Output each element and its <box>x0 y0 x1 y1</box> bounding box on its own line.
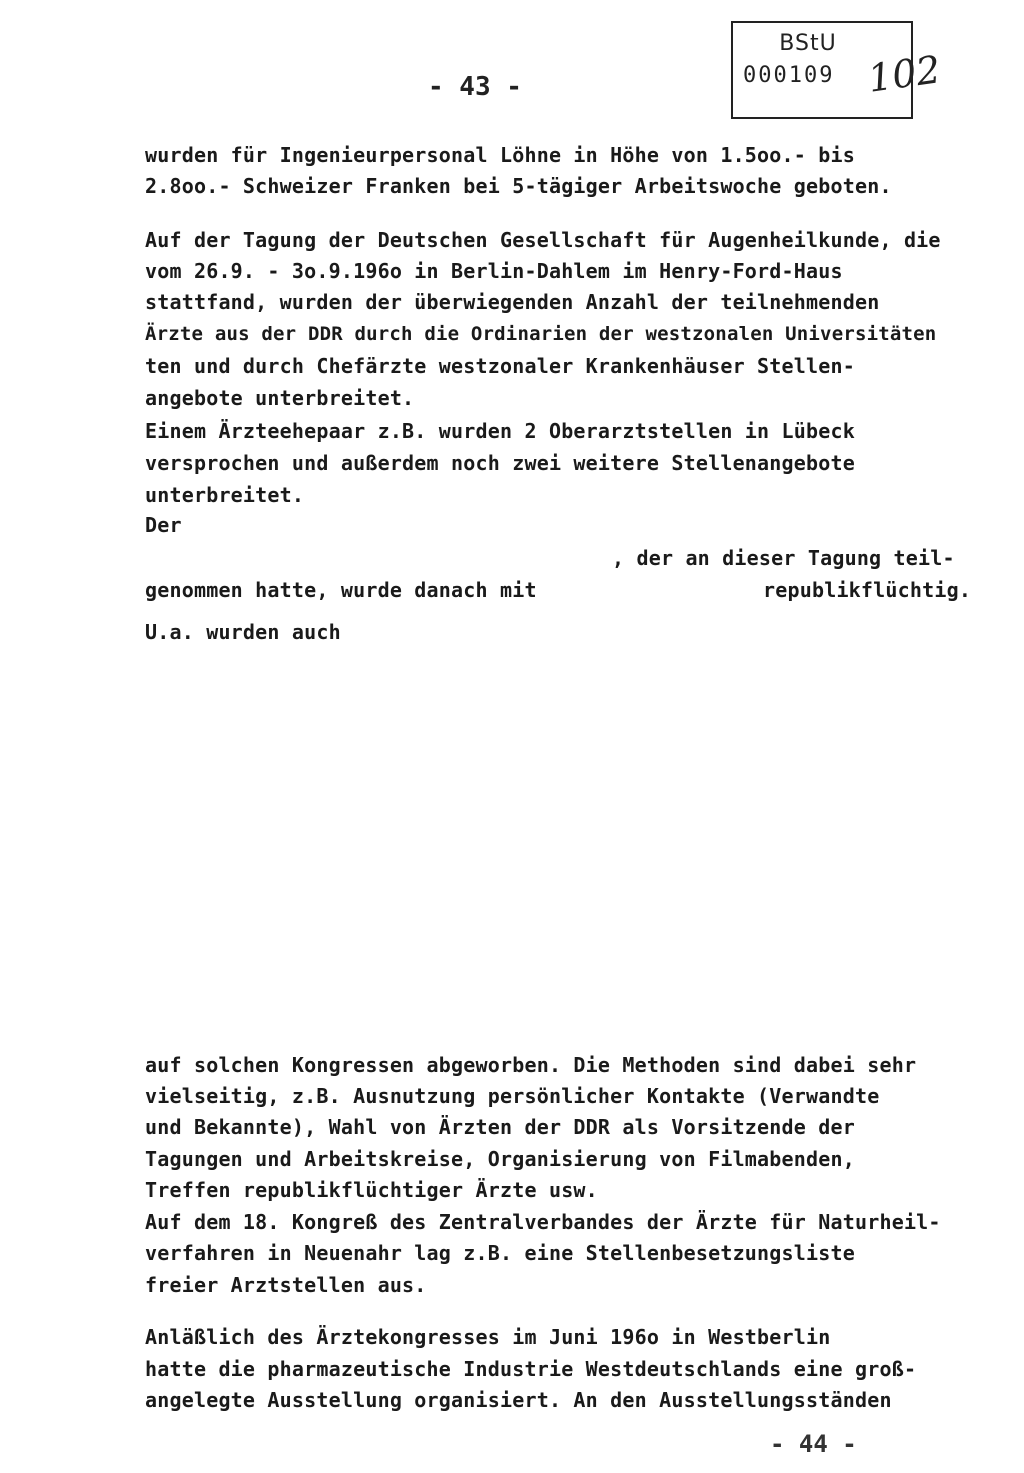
page-number: - 43 - <box>428 72 522 102</box>
text-line: Tagungen und Arbeitskreise, Organisierung von Filmabenden, <box>145 1147 855 1171</box>
stamp-agency: BStU <box>779 31 837 56</box>
text-line: freier Arztstellen aus. <box>145 1273 427 1297</box>
text-line: unterbreitet. <box>145 483 305 507</box>
text-line: 2.8oo.- Schweizer Franken bei 5-tägiger Arbeitswoche geboten. <box>145 174 892 198</box>
text-line: Der <box>145 513 182 537</box>
text-line: Ärzte aus der DDR durch die Ordinarien der westzonalen Universitäten <box>145 323 937 345</box>
text-line: angelegte Ausstellung organisiert. An den Ausstellungsständen <box>145 1388 892 1412</box>
text-line: wurden für Ingenieurpersonal Löhne in Höhe von 1.5oo.- bis <box>145 143 855 167</box>
text-line: angebote unterbreitet. <box>145 386 415 410</box>
text-line: republikflüchtig. <box>763 578 972 602</box>
text-line: Anläßlich des Ärztekongresses im Juni 196o in Westberlin <box>145 1325 831 1349</box>
text-line: Treffen republikflüchtiger Ärzte usw. <box>145 1178 598 1202</box>
text-line: vom 26.9. - 3o.9.196o in Berlin-Dahlem im Henry-Ford-Haus <box>145 259 843 283</box>
text-line: hatte die pharmazeutische Industrie Westdeutschlands eine groß- <box>145 1357 917 1381</box>
text-line: verfahren in Neuenahr lag z.B. eine Stellenbesetzungsliste <box>145 1241 855 1265</box>
stamp-number: 000109 <box>743 63 835 88</box>
text-line: ten und durch Chefärzte westzonaler Krankenhäuser Stellen- <box>145 354 855 378</box>
text-line: Auf dem 18. Kongreß des Zentralverbandes der Ärzte für Naturheil- <box>145 1210 941 1234</box>
stamp-handwritten-number: 102 <box>865 47 944 101</box>
text-line: stattfand, wurden der überwiegenden Anzahl der teilnehmenden <box>145 290 880 314</box>
next-page-number: - 44 - <box>770 1430 857 1458</box>
text-line: und Bekannte), Wahl von Ärzten der DDR als Vorsitzende der <box>145 1115 855 1139</box>
text-line: U.a. wurden auch <box>145 620 341 644</box>
text-line: Auf der Tagung der Deutschen Gesellschaft für Augenheilkunde, die <box>145 228 941 252</box>
text-line: versprochen und außerdem noch zwei weitere Stellenangebote <box>145 451 855 475</box>
text-line: vielseitig, z.B. Ausnutzung persönlicher Kontakte (Verwandte <box>145 1084 880 1108</box>
text-line: genommen hatte, wurde danach mit <box>145 578 537 602</box>
text-line: , der an dieser Tagung teil- <box>612 546 955 570</box>
text-line: auf solchen Kongressen abgeworben. Die Methoden sind dabei sehr <box>145 1053 917 1077</box>
text-line: Einem Ärzteehepaar z.B. wurden 2 Oberarztstellen in Lübeck <box>145 419 855 443</box>
